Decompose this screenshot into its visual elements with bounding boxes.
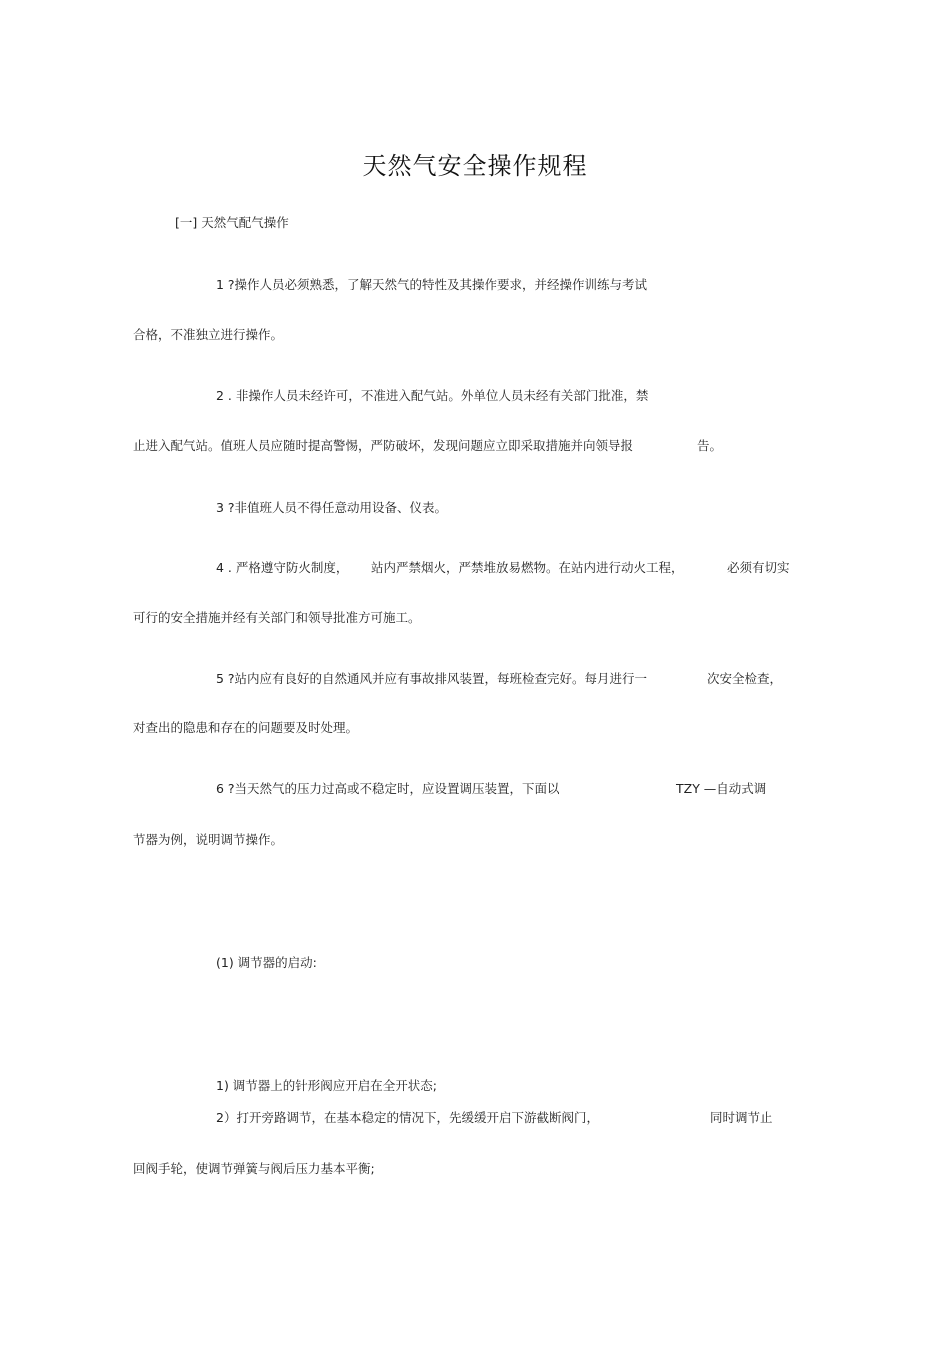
- step-1-line-1: 1) 调节器上的针形阀应开启在全开状态;: [216, 1078, 438, 1093]
- item-6-line-1: 6 ?当天然气的压力过高或不稳定时，应设置调压装置，下面以: [216, 781, 560, 796]
- item-4-line-1: 4 . 严格遵守防火制度，: [216, 560, 349, 575]
- item-6-line-2: 节器为例，说明调节操作。: [133, 832, 284, 847]
- item-5-line-1-tail: 次安全检查，: [707, 671, 783, 686]
- item-1-line-1: 1 ?操作人员必须熟悉，了解天然气的特性及其操作要求，并经操作训练与考试: [216, 277, 648, 292]
- step-2-line-2: 回阀手轮，使调节弹簧与阀后压力基本平衡;: [133, 1161, 375, 1176]
- item-1-line-2: 合格，不准独立进行操作。: [133, 327, 284, 342]
- sub-heading: (1) 调节器的启动:: [216, 955, 317, 970]
- item-4-line-2: 可行的安全措施并经有关部门和领导批准方可施工。: [133, 610, 421, 625]
- item-5-line-1: 5 ?站内应有良好的自然通风并应有事故排风装置，每班检查完好。每月进行一: [216, 671, 648, 686]
- step-2-line-1: 2）打开旁路调节，在基本稳定的情况下，先缓缓开启下游截断阀门，: [216, 1110, 599, 1125]
- item-6-line-1-tail: TZY —自动式调: [676, 781, 767, 796]
- item-4-line-1-mid: 站内严禁烟火，严禁堆放易燃物。在站内进行动火工程，: [371, 560, 684, 575]
- page-title: 天然气安全操作规程: [362, 152, 588, 180]
- item-2-line-2-tail: 告。: [697, 438, 723, 453]
- item-5-line-2: 对查出的隐患和存在的问题要及时处理。: [133, 720, 359, 735]
- item-2-line-1: 2 . 非操作人员未经许可，不准进入配气站。外单位人员未经有关部门批准，禁: [216, 388, 649, 403]
- item-3-line-1: 3 ?非值班人员不得任意动用设备、仪表。: [216, 500, 448, 515]
- step-2-line-1-tail: 同时调节止: [710, 1110, 773, 1125]
- item-4-line-1-tail: 必须有切实: [727, 560, 790, 575]
- section-heading: [一] 天然气配气操作: [175, 215, 289, 230]
- item-2-line-2: 止进入配气站。值班人员应随时提高警惕，严防破坏，发现问题应立即采取措施并向领导报: [133, 438, 634, 453]
